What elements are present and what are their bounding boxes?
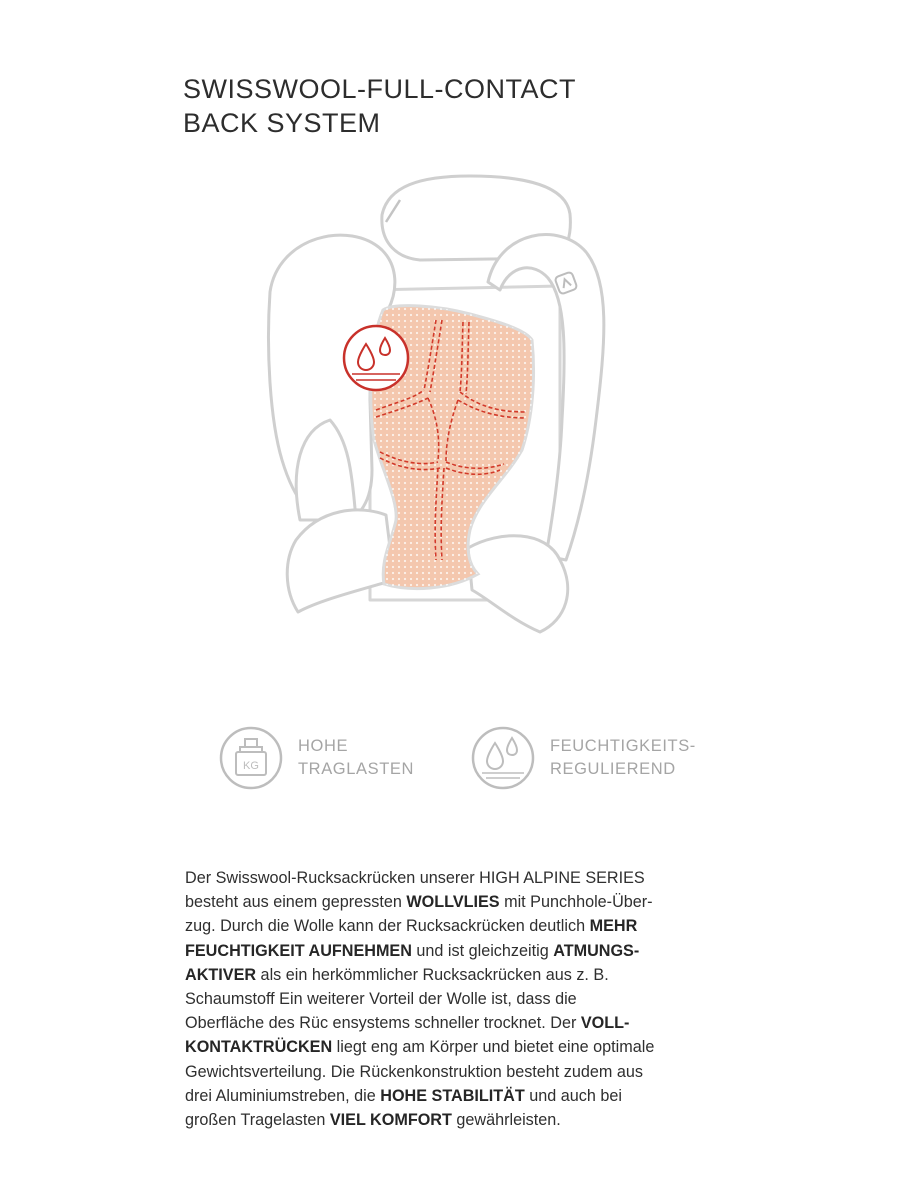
- page-title: [183, 72, 576, 140]
- feature-high-load: [218, 722, 414, 794]
- highlight-text: ATMUNGS-: [553, 941, 640, 960]
- description-line: besteht aus einem gepressten WOLLVLIES mit Punchhole-Über-: [185, 893, 653, 912]
- description-line: Gewichtsverteilung. Die Rückenkonstruktion besteht zudem aus: [185, 1062, 643, 1081]
- description-line: großen Tragelasten VIEL KOMFORT gewährleisten.: [185, 1111, 561, 1130]
- title-line-2: BACK SYSTEM: [183, 108, 381, 138]
- description-paragraph: [185, 866, 725, 1132]
- feature-high-load-label: [298, 735, 414, 781]
- description-line: Schaumstoff Ein weiterer Vorteil der Wolle ist, dass die: [185, 990, 577, 1009]
- highlight-text: MEHR: [589, 917, 638, 936]
- backpack-illustration: [250, 160, 650, 650]
- moisture-badge-icon: [344, 326, 408, 390]
- highlight-text: FEUCHTIGKEIT AUFNEHMEN: [185, 941, 412, 960]
- description-line: KONTAKTRÜCKEN liegt eng am Körper und bietet eine optimale: [185, 1038, 655, 1057]
- moisture-drops-icon: [470, 725, 536, 791]
- feature-moisture-line-1: FEUCHTIGKEITS-: [550, 737, 696, 755]
- feature-high-load-line-1: HOHE: [298, 737, 349, 755]
- description-line: zug. Durch die Wolle kann der Rucksackrücken deutlich MEHR: [185, 917, 638, 936]
- highlight-text: AKTIVER: [185, 965, 257, 984]
- feature-moisture: [470, 722, 696, 794]
- right-hip-belt: [468, 536, 568, 632]
- description-line: drei Aluminiumstreben, die HOHE STABILITÄT und auch bei: [185, 1086, 622, 1105]
- description-line: Der Swisswool-Rucksackrücken unserer HIGH ALPINE SERIES: [185, 869, 645, 887]
- description-line: Oberfläche des Rüc ensystems schneller trocknet. Der VOLL-: [185, 1014, 630, 1033]
- description-line: FEUCHTIGKEIT AUFNEHMEN und ist gleichzeitig ATMUNGS-: [185, 941, 640, 960]
- kg-icon-text: KG: [243, 760, 259, 772]
- kg-weight-icon: [218, 725, 284, 791]
- feature-high-load-line-2: TRAGLASTEN: [298, 760, 415, 778]
- title-line-1: SWISSWOOL-FULL-CONTACT: [183, 74, 577, 104]
- highlight-text: WOLLVLIES: [406, 893, 500, 912]
- description-line: AKTIVER als ein herkömmlicher Rucksackrücken aus z. B.: [185, 965, 609, 984]
- highlight-text: VOLL-: [580, 1014, 630, 1033]
- highlight-text: KONTAKTRÜCKEN: [185, 1038, 333, 1057]
- highlight-text: VIEL KOMFORT: [329, 1111, 452, 1130]
- highlight-text: HOHE STABILITÄT: [380, 1086, 525, 1105]
- feature-moisture-label: [550, 735, 696, 781]
- feature-moisture-line-2: REGULIEREND: [550, 760, 676, 778]
